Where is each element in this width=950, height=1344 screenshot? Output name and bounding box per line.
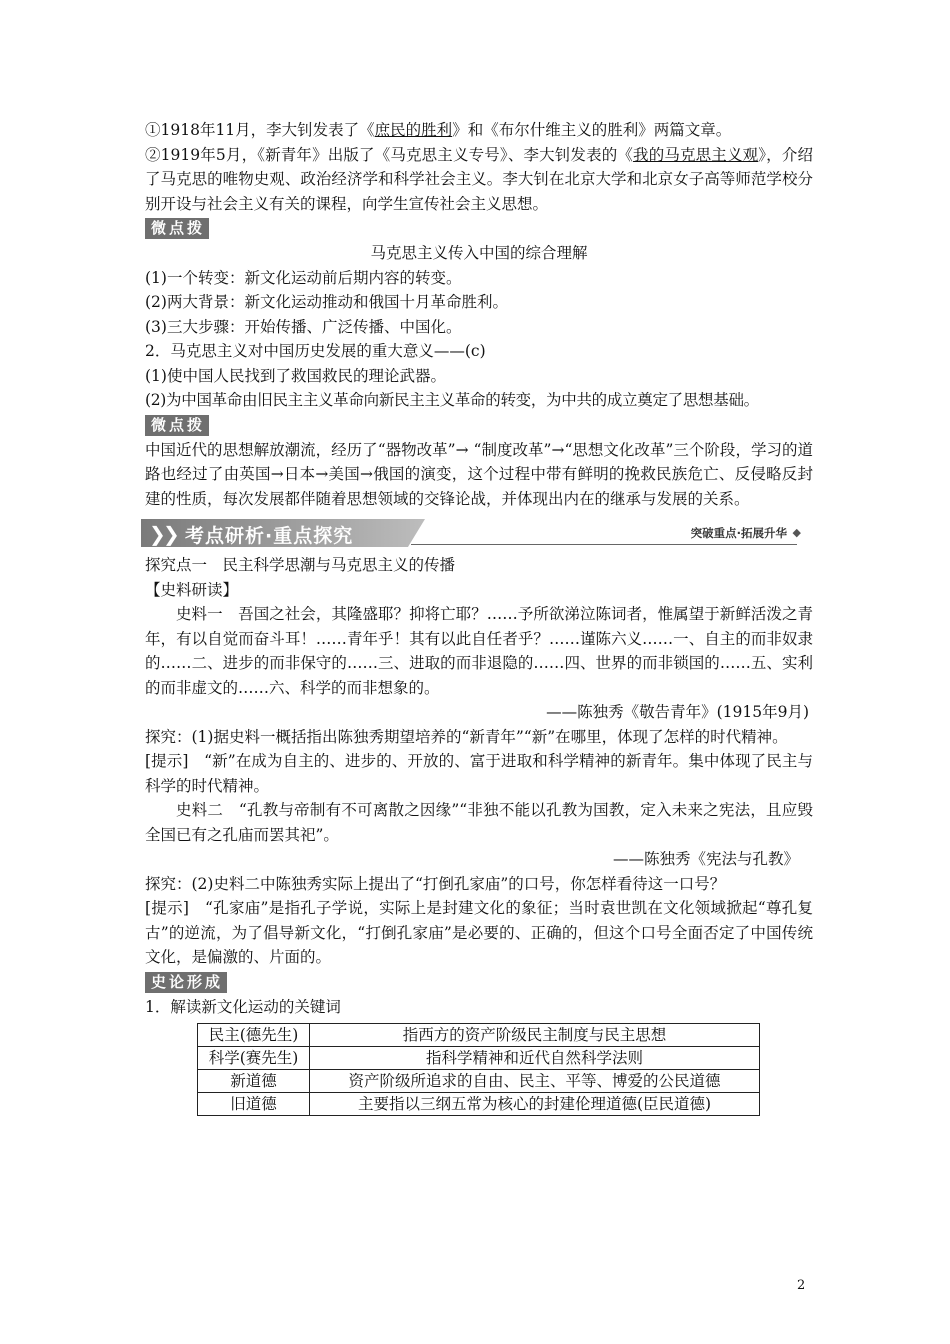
intro-paragraph-1: ①1918年11月，李大钊发表了《庶民的胜利》和《布尔什维主义的胜利》两篇文章。 — [145, 121, 732, 139]
section-item: (2)为中国革命由旧民主主义革命向新民主主义革命的转变，为中共的成立奠定了思想基础。 — [145, 391, 759, 409]
source-passage-1: 史料一 吾国之社会，其隆盛耶？抑将亡耶？……予所欲涕泣陈词者，惟属望于新鲜活泼之青年，有以自觉而奋斗耳！……青年乎！其有以此自任者乎？……谨陈六义……一、自主的而非奴隶的……二、进步的而非保守的……三、进取的而非退隐的……四、世界的而非锁国的……五、实利的而非虚文的……六、科学的而非想象的。 — [145, 605, 813, 697]
page-content — [145, 118, 813, 1116]
explore-heading: 探究点一 民主科学思潮与马克思主义的传播 — [145, 556, 456, 574]
intro-paragraph-2: ②1919年5月，《新青年》出版了《马克思主义专号》、李大钊发表的《我的马克思主义观》，介绍了马克思的唯物史观、政治经济学和科学社会主义。李大钊在北京大学和北京女子高等师范学校分别开设与社会主义有关的课程，向学生宣传社会主义思想。 — [145, 145, 813, 213]
chevron-right-icon: ❯ — [163, 522, 180, 546]
table-cell-definition: 资产阶级所追求的自由、民主、平等、博爱的公民道德 — [310, 1070, 760, 1093]
tip-tag: 微点拨 — [145, 218, 209, 239]
table-cell-term: 旧道德 — [198, 1093, 310, 1116]
question-1: 探究：(1)据史料一概括指出陈独秀期望培养的“新青年”“新”在哪里，体现了怎样的时代精神。 — [145, 727, 788, 746]
table-cell-definition: 指西方的资产阶级民主制度与民主思想 — [310, 1024, 760, 1047]
tip-tag: 微点拨 — [145, 415, 209, 436]
conclusion-heading: 1．解读新文化运动的关键词 — [145, 997, 341, 1016]
table-row — [198, 1070, 760, 1093]
table-cell-definition: 指科学精神和近代自然科学法则 — [310, 1047, 760, 1070]
table-row — [198, 1093, 760, 1116]
answer-hint-1: [提示] “新”在成为自主的、进步的、开放的、富于进取和科学精神的新青年。集中体现了民主与科学的时代精神。 — [145, 752, 813, 795]
tip-item: (1)一个转变：新文化运动前后期内容的转变。 — [145, 268, 462, 287]
conclusion-tag: 史论形成 — [145, 972, 227, 993]
article-title-underlined: 我的马克思主义观 — [633, 145, 759, 164]
tip-paragraph: 中国近代的思想解放潮流，经历了“器物改革”→ “制度改革”→“思想文化改革”三个阶段，学习的道路也经过了由英国→日本→美国→俄国的演变，这个过程中带有鲜明的挽救民族危亡、反侵略反封建的性质，每次发展都伴随着思想领域的交锋论战，并体现出内在的继承与发展的关系。 — [145, 440, 813, 508]
source-citation-1: ——陈独秀《敬告青年》(1915年9月) — [546, 703, 809, 721]
banner-subtitle: 突破重点·拓展升华 — [690, 526, 787, 540]
tip-item: (3)三大步骤：开始传播、广泛传播、中国化。 — [145, 317, 462, 336]
answer-hint-2: [提示] “孔家庙”是指孔子学说，实际上是封建文化的象征；当时袁世凯在文化领域掀起“尊孔复古”的逆流，为了倡导新文化，“打倒孔家庙”是必要的、正确的，但这个口号全面否定了中国传统文化，是偏激的、片面的。 — [145, 899, 813, 966]
section-heading: 2．马克思主义对中国历史发展的重大意义——(c) — [145, 342, 486, 360]
source-passage-2: 史料二 “孔教与帝制有不可离散之因缘”“非独不能以孔教为国教，定入未来之宪法，且应毁全国已有之孔庙而罢其祀”。 — [145, 801, 813, 844]
question-2: 探究：(2)史料二中陈独秀实际上提出了“打倒孔家庙”的口号，你怎样看待这一口号？ — [145, 874, 726, 893]
table-cell-definition: 主要指以三纲五常为核心的封建伦理道德(臣民道德) — [310, 1093, 760, 1116]
tip-title: 马克思主义传入中国的综合理解 — [370, 244, 588, 262]
article-title-underlined: 庶民的胜利 — [374, 121, 453, 139]
table-row — [198, 1047, 760, 1070]
table-cell-term: 新道德 — [198, 1070, 310, 1093]
table-cell-term: 民主(德先生) — [198, 1024, 310, 1047]
keyword-table — [197, 1023, 760, 1116]
tip-item: (2)两大背景：新文化运动推动和俄国十月革命胜利。 — [145, 293, 508, 311]
section-item: (1)使中国人民找到了救国救民的理论武器。 — [145, 366, 446, 385]
page-number: 2 — [797, 1278, 806, 1293]
source-citation-2: ——陈独秀《宪法与孔教》 — [612, 850, 799, 868]
banner-rule — [411, 544, 797, 545]
explore-subheading: 【史料研读】 — [145, 580, 239, 599]
banner-title: 考点研析·重点探究 — [185, 525, 354, 547]
diamond-icon: ◆ — [792, 526, 801, 539]
table-cell-term: 科学(赛先生) — [198, 1047, 310, 1070]
chevron-right-icon: ❯ — [149, 522, 166, 546]
section-banner — [141, 519, 817, 547]
table-row — [198, 1024, 760, 1047]
